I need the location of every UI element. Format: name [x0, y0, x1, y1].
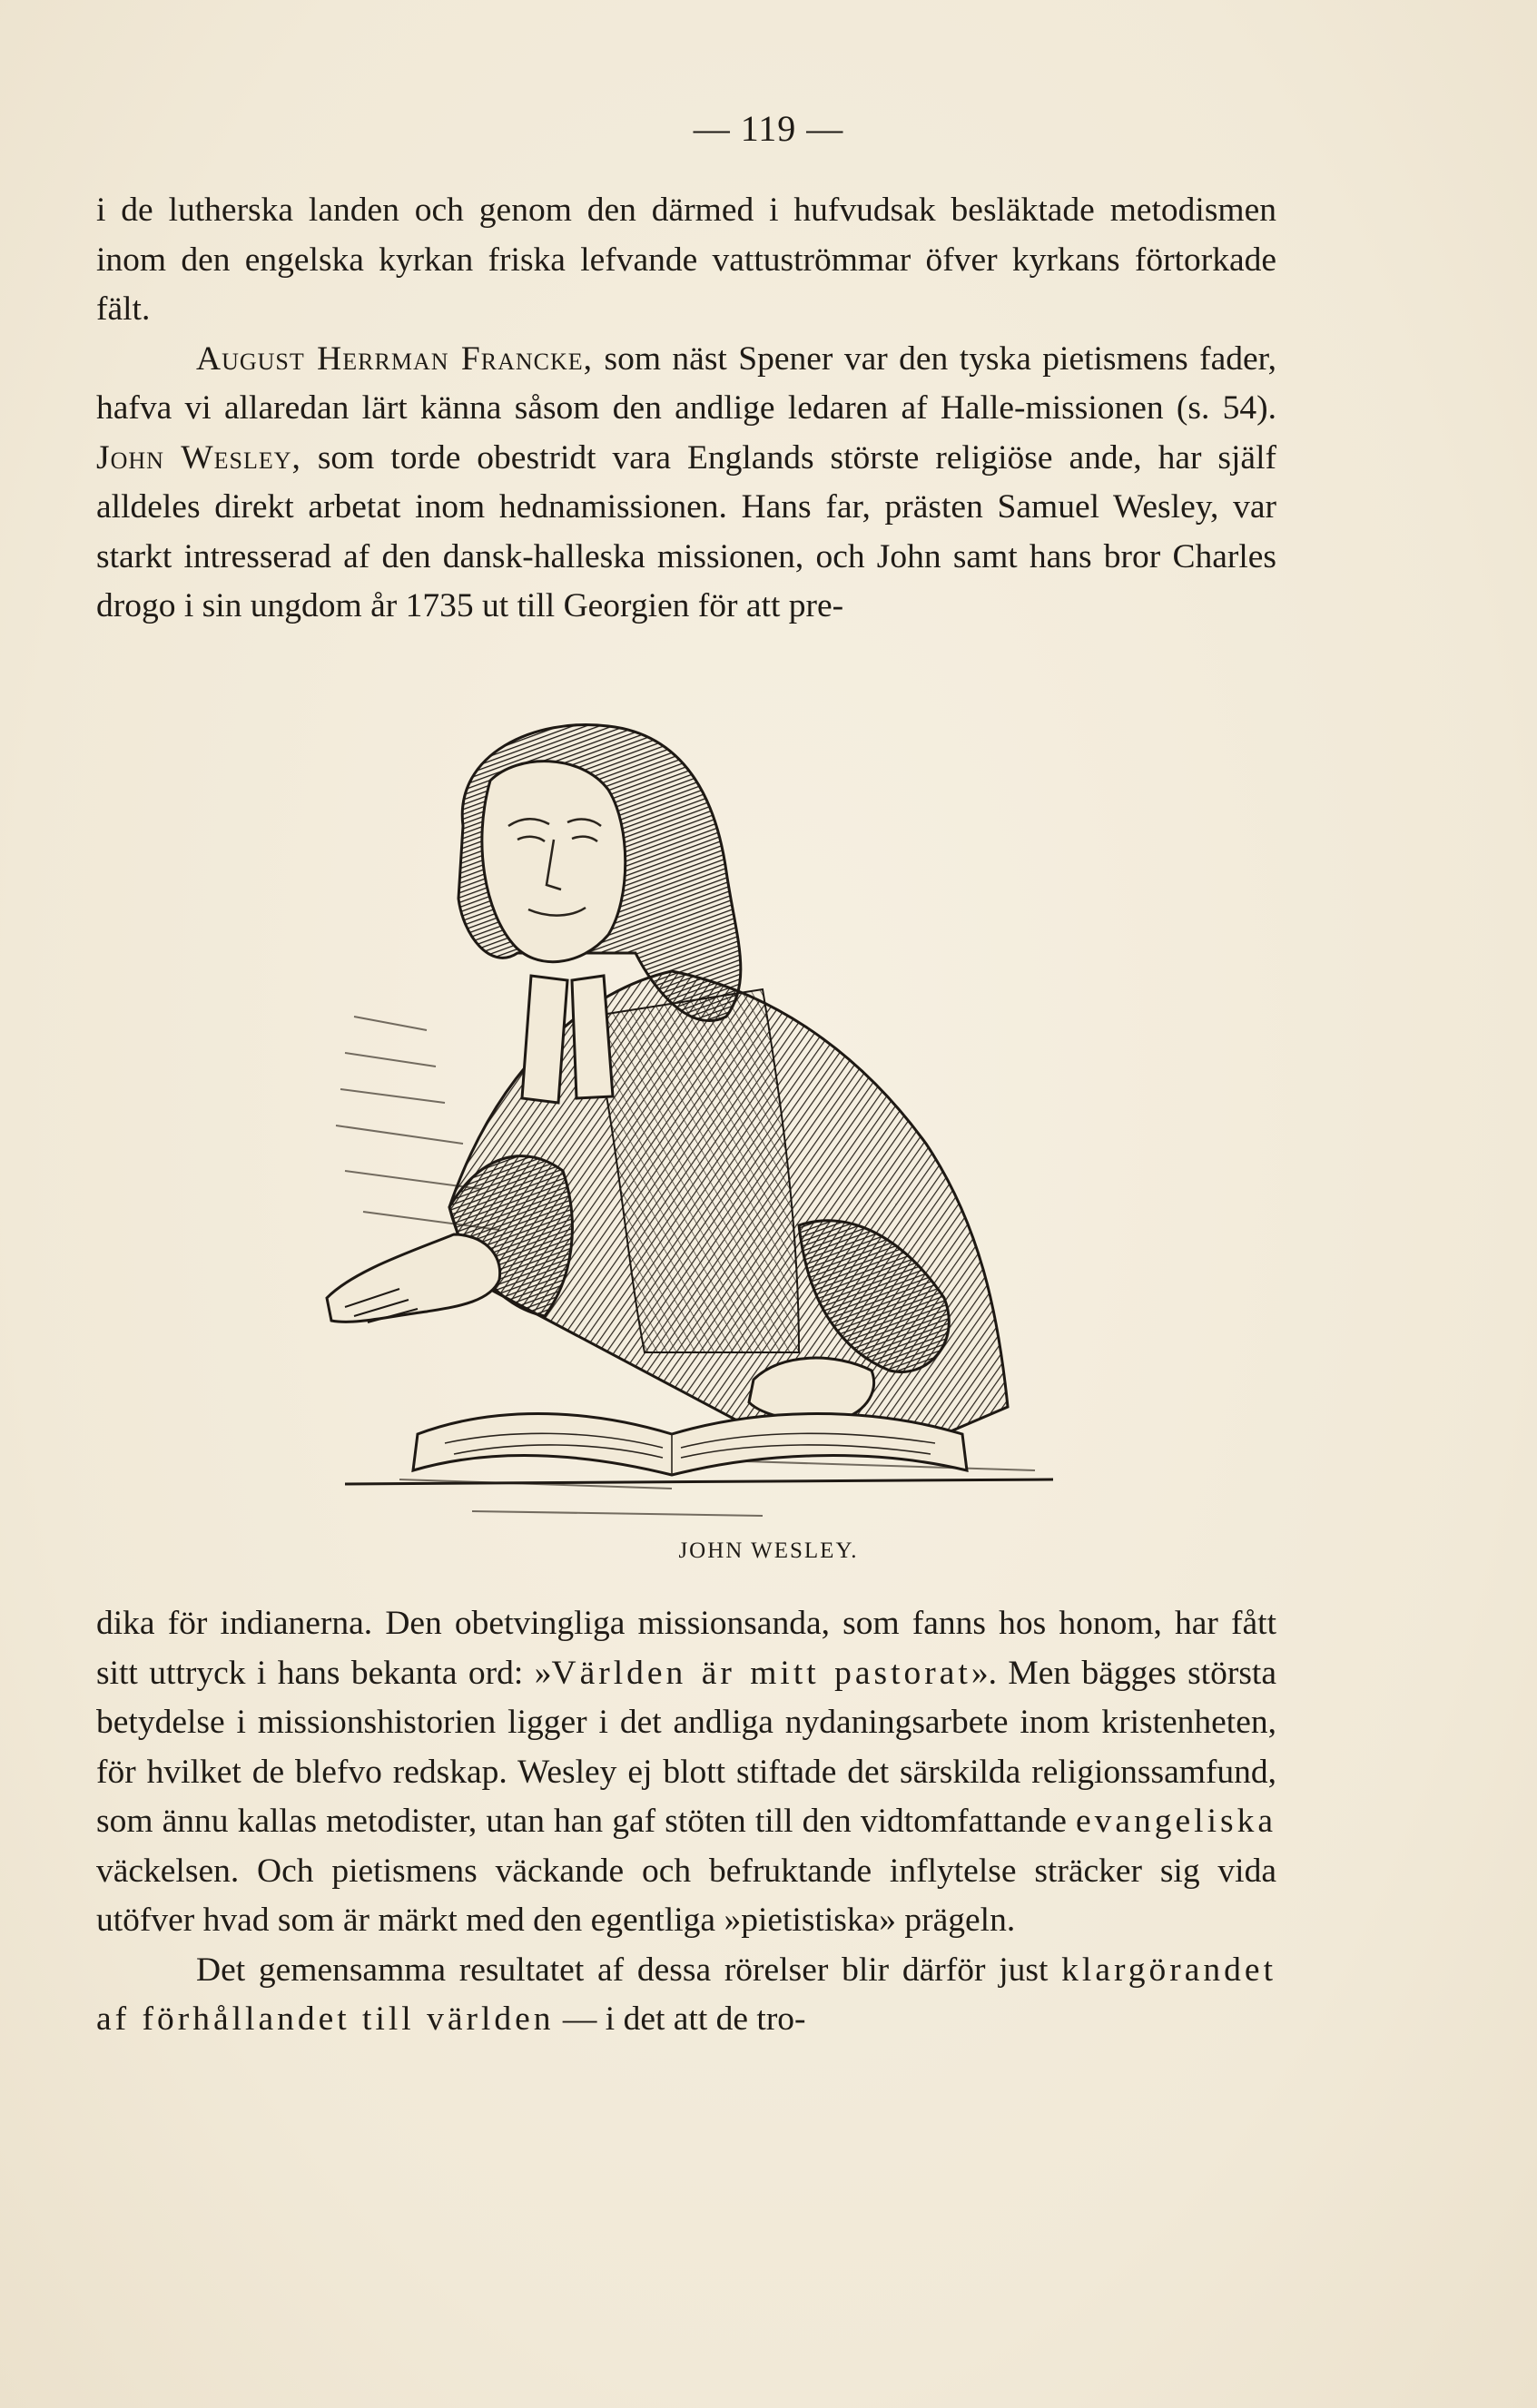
paragraph-text: i de lutherska landen och genom den därmed i hufvudsak besläktade metodismen inom den engelska kyrkan friska lefvande vattuströmmar öfver kyrkans förtorkade fält.: [96, 192, 1276, 328]
paragraph-text: som torde obestridt vara Englands störste religiöse ande, har själf alldeles direkt arbetat inom hednamissionen. Hans far, prästen Samuel Wesley, var starkt intresserad af den dansk-halleska missionen, och John samt hans bror Charles drogo i sin ungdom år 1735 ut till Georgien för att pre-: [96, 438, 1276, 624]
paragraph-text: dika för indianerna. Den obetvingliga missionsanda, som fanns hos honom, har fått sitt uttryck i hans bekanta ord: »: [96, 1605, 1276, 1692]
quoted-phrase: Världen är mitt pastorat: [551, 1654, 971, 1692]
paragraph: [96, 1946, 1276, 2045]
paragraph: [96, 335, 1276, 632]
spaced-word: evangeliska: [1075, 1803, 1276, 1840]
paragraph-text: som näst Spener var den tyska pietismens fader, hafva vi allaredan lärt känna såsom den andlige ledaren af Halle-missionen (s. 54).: [96, 339, 1276, 427]
portrait-engraving-icon: [291, 717, 1089, 1534]
person-name: August Herrman Francke,: [196, 339, 594, 378]
paragraph: [96, 186, 1276, 335]
paragraph-text: ». Men bägges största betydelse i missionshistorien ligger i det andliga nydaningsarbete inom kristenheten, för hvilket de blefvo redskap. Wesley ej blott stiftade det särskilda religionssamfund, som ännu kallas metodister, utan han gaf stöten till den vidtomfattande: [96, 1654, 1276, 1840]
figure-caption: JOHN WESLEY.: [678, 1538, 859, 1563]
text-block-bottom: [96, 1599, 1276, 2045]
paragraph-text: — i det att de tro-: [554, 2000, 806, 2038]
spaced-phrase: klargörandet af förhållandet till världen: [96, 1951, 1276, 2038]
person-name: John Wesley,: [96, 438, 301, 477]
paragraph: [96, 1599, 1276, 1946]
paragraph-text: Det gemensamma resultatet af dessa rörelser blir därför just: [196, 1951, 1062, 1989]
text-block-top: [96, 186, 1276, 632]
page-number: — 119 —: [693, 108, 844, 149]
paragraph-text: väckelsen. Och pietismens väckande och befruktande inflytelse sträcker sig vida utöfver hvad som är märkt med den egentliga »pietistiska» prägeln.: [96, 1852, 1276, 1939]
